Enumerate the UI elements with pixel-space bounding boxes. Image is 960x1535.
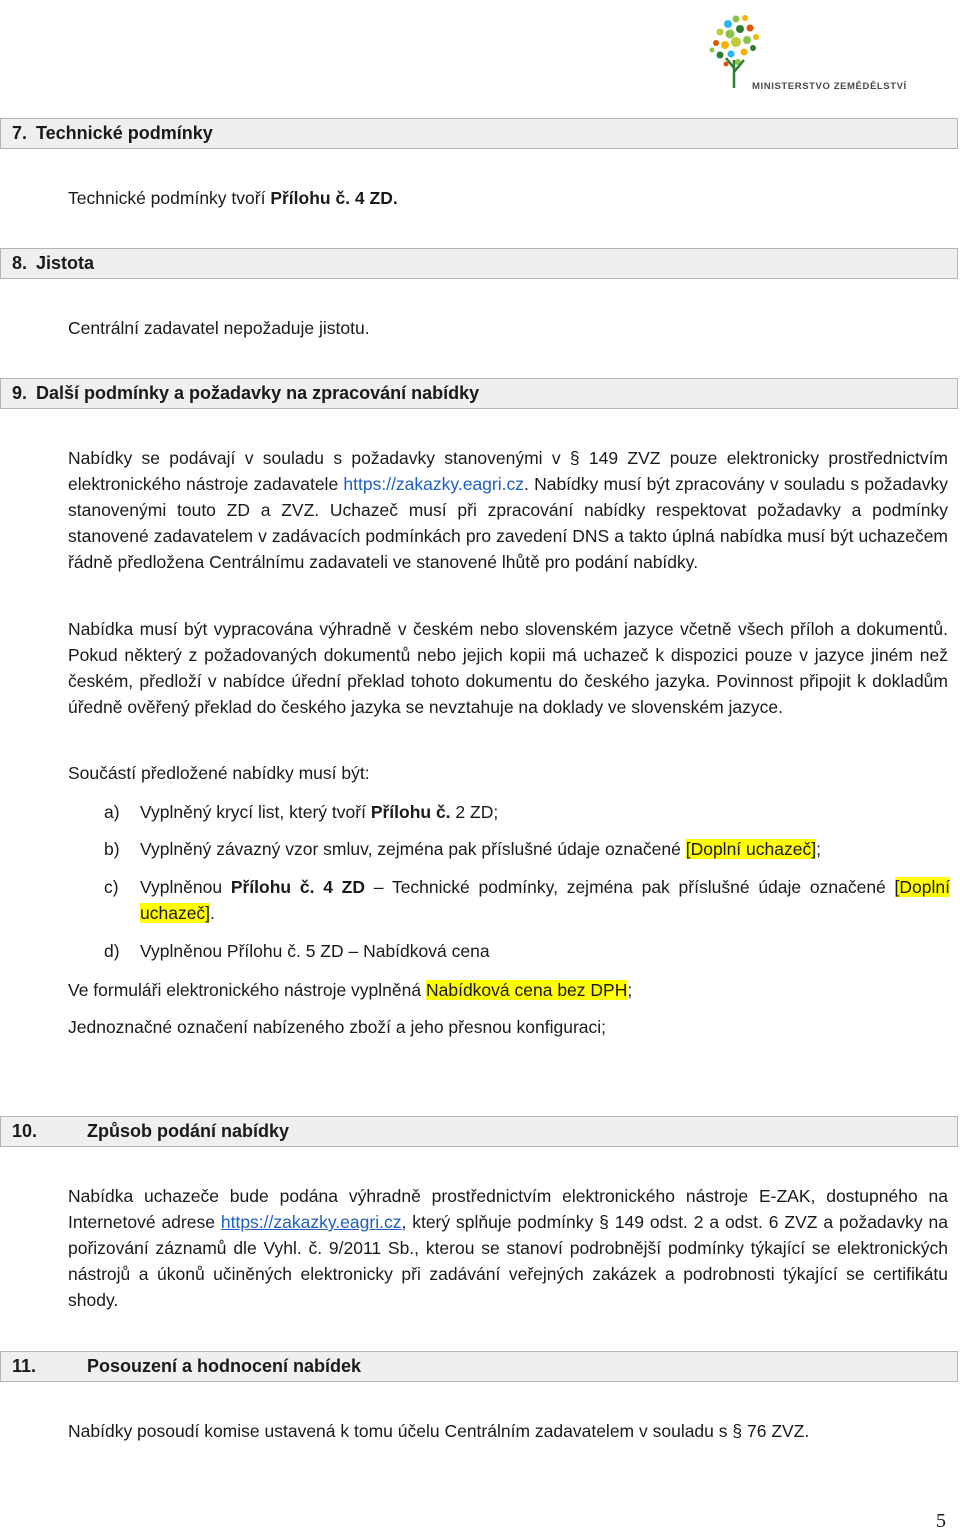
section-7-header	[0, 118, 958, 149]
highlight: Nabídková cena bez DPH	[425, 980, 628, 1000]
section-9-paragraph-4: Ve formuláři elektronického nástroje vyplněná Nabídková cena bez DPH;	[68, 980, 633, 1000]
text: Technické podmínky tvoří	[68, 188, 271, 208]
section-title: Způsob podání nabídky	[87, 1121, 289, 1141]
list-marker: b)	[104, 839, 120, 859]
page-number: 5	[936, 1510, 946, 1532]
section-10-paragraph: Nabídka uchazeče bude podána výhradně prostřednictvím elektronického nástroje E-ZAK, dostupného na Internetové adrese https://zakazky.eagri.cz, který splňuje podmínky § 149 odst. 2 a odst. 6 ZVZ a požadavky na pořizování záznamů dle Vyhl. č. 9/2011 Sb., kterou se stanoví podrobnější podmínky týkající se elektronických nástrojů a úkonů učiněných elektronicky při zadávání veřejných zakázek a podrobnosti týkající se certifikátu shody.	[68, 1186, 948, 1310]
section-number: 8.	[12, 253, 28, 273]
list-marker: c)	[104, 877, 119, 897]
section-9-paragraph-3: Součástí předložené nabídky musí být:	[68, 763, 370, 783]
list-text: Vyplněnou Přílohu č. 5 ZD – Nabídková cena	[140, 941, 490, 961]
attachment-ref: Přílohu č. 4 ZD.	[270, 188, 398, 208]
section-sign: §	[599, 1212, 609, 1232]
highlight: [Doplní uchazeč]	[140, 877, 950, 923]
section-title: Jistota	[36, 253, 95, 273]
section-8-paragraph: Centrální zadavatel nepožaduje jistotu.	[68, 318, 370, 338]
section-9-header	[0, 378, 958, 409]
list-text: Vyplněný krycí list, který tvoří Přílohu č. 2 ZD;	[140, 802, 499, 822]
section-9-paragraph-5: Jednoznačné označení nabízeného zboží a jeho přesnou konfiguraci;	[68, 1017, 607, 1037]
eagri-link[interactable]: https://zakazky.eagri.cz	[220, 1212, 402, 1232]
list-text: Vyplněný závazný vzor smluv, zejména pak příslušné údaje označené [Doplní uchazeč];	[140, 839, 821, 859]
text: . Nabídky musí být zpracovány v souladu s požadavky stanovenými touto ZD a ZVZ. Uchazeč musí při zpracování nabídky respektovat požadavky a podmínky stanovené zadavatelem v zadávacích podmínkách pro zavedení DNS a takto úplná nabídka musí být uchazečem řádně předložena Centrálnímu zadavateli ve stanovené lhůtě pro podání nabídky.	[68, 474, 948, 572]
list-text: Vyplněnou Přílohu č. 4 ZD – Technické podmínky, zejména pak příslušné údaje označené [Doplní uchazeč].	[140, 877, 950, 923]
list-marker: d)	[104, 941, 120, 961]
section-title: Posouzení a hodnocení nabídek	[87, 1356, 362, 1376]
section-number: 7.	[12, 123, 28, 143]
section-number: 11.	[12, 1356, 37, 1376]
text: Nabídky se podávají v souladu s požadavky stanovenými v	[68, 448, 570, 468]
section-7-paragraph	[68, 185, 948, 211]
text: 149 ZVZ pouze elektronicky prostřednictvím elektronického nástroje zadavatele	[68, 448, 949, 494]
section-number: 10.	[12, 1121, 38, 1141]
section-sign: §	[732, 1421, 743, 1441]
logo-text: MINISTERSTVO ZEMĚDĚLSTVÍ	[752, 81, 907, 92]
ministry-logo	[700, 10, 905, 102]
section-11-paragraph: Nabídky posoudí komise ustavená k tomu účelu Centrálním zadavatelem v souladu s § 76 ZVZ.	[68, 1421, 810, 1441]
section-10-header	[0, 1116, 958, 1147]
section-9-paragraph-1	[68, 445, 948, 575]
highlight: [Doplní uchazeč]	[685, 839, 817, 859]
eagri-link[interactable]: https://zakazky.eagri.cz	[343, 474, 524, 494]
section-number: 9.	[12, 383, 28, 403]
section-sign: §	[569, 448, 580, 468]
section-8-header	[0, 248, 958, 279]
list-marker: a)	[104, 802, 120, 822]
section-11-header	[0, 1351, 958, 1382]
section-9-paragraph-2: Nabídka musí být vypracována výhradně v českém nebo slovenském jazyce včetně všech příloh a dokumentů. Pokud některý z požadovaných dokumentů nebo jejich kopii má uchazeč k dispozici pouze v jazyce jiném než českém, předloží v nabídce úřední překlad tohoto dokumentu do českého jazyka. Povinnost připojit k dokladům úředně ověřený překlad do českého jazyka se nevztahuje na doklady ve slovenském jazyce.	[68, 619, 948, 717]
section-title: Další podmínky a požadavky na zpracování nabídky	[36, 383, 480, 403]
section-title: Technické podmínky	[36, 123, 213, 143]
